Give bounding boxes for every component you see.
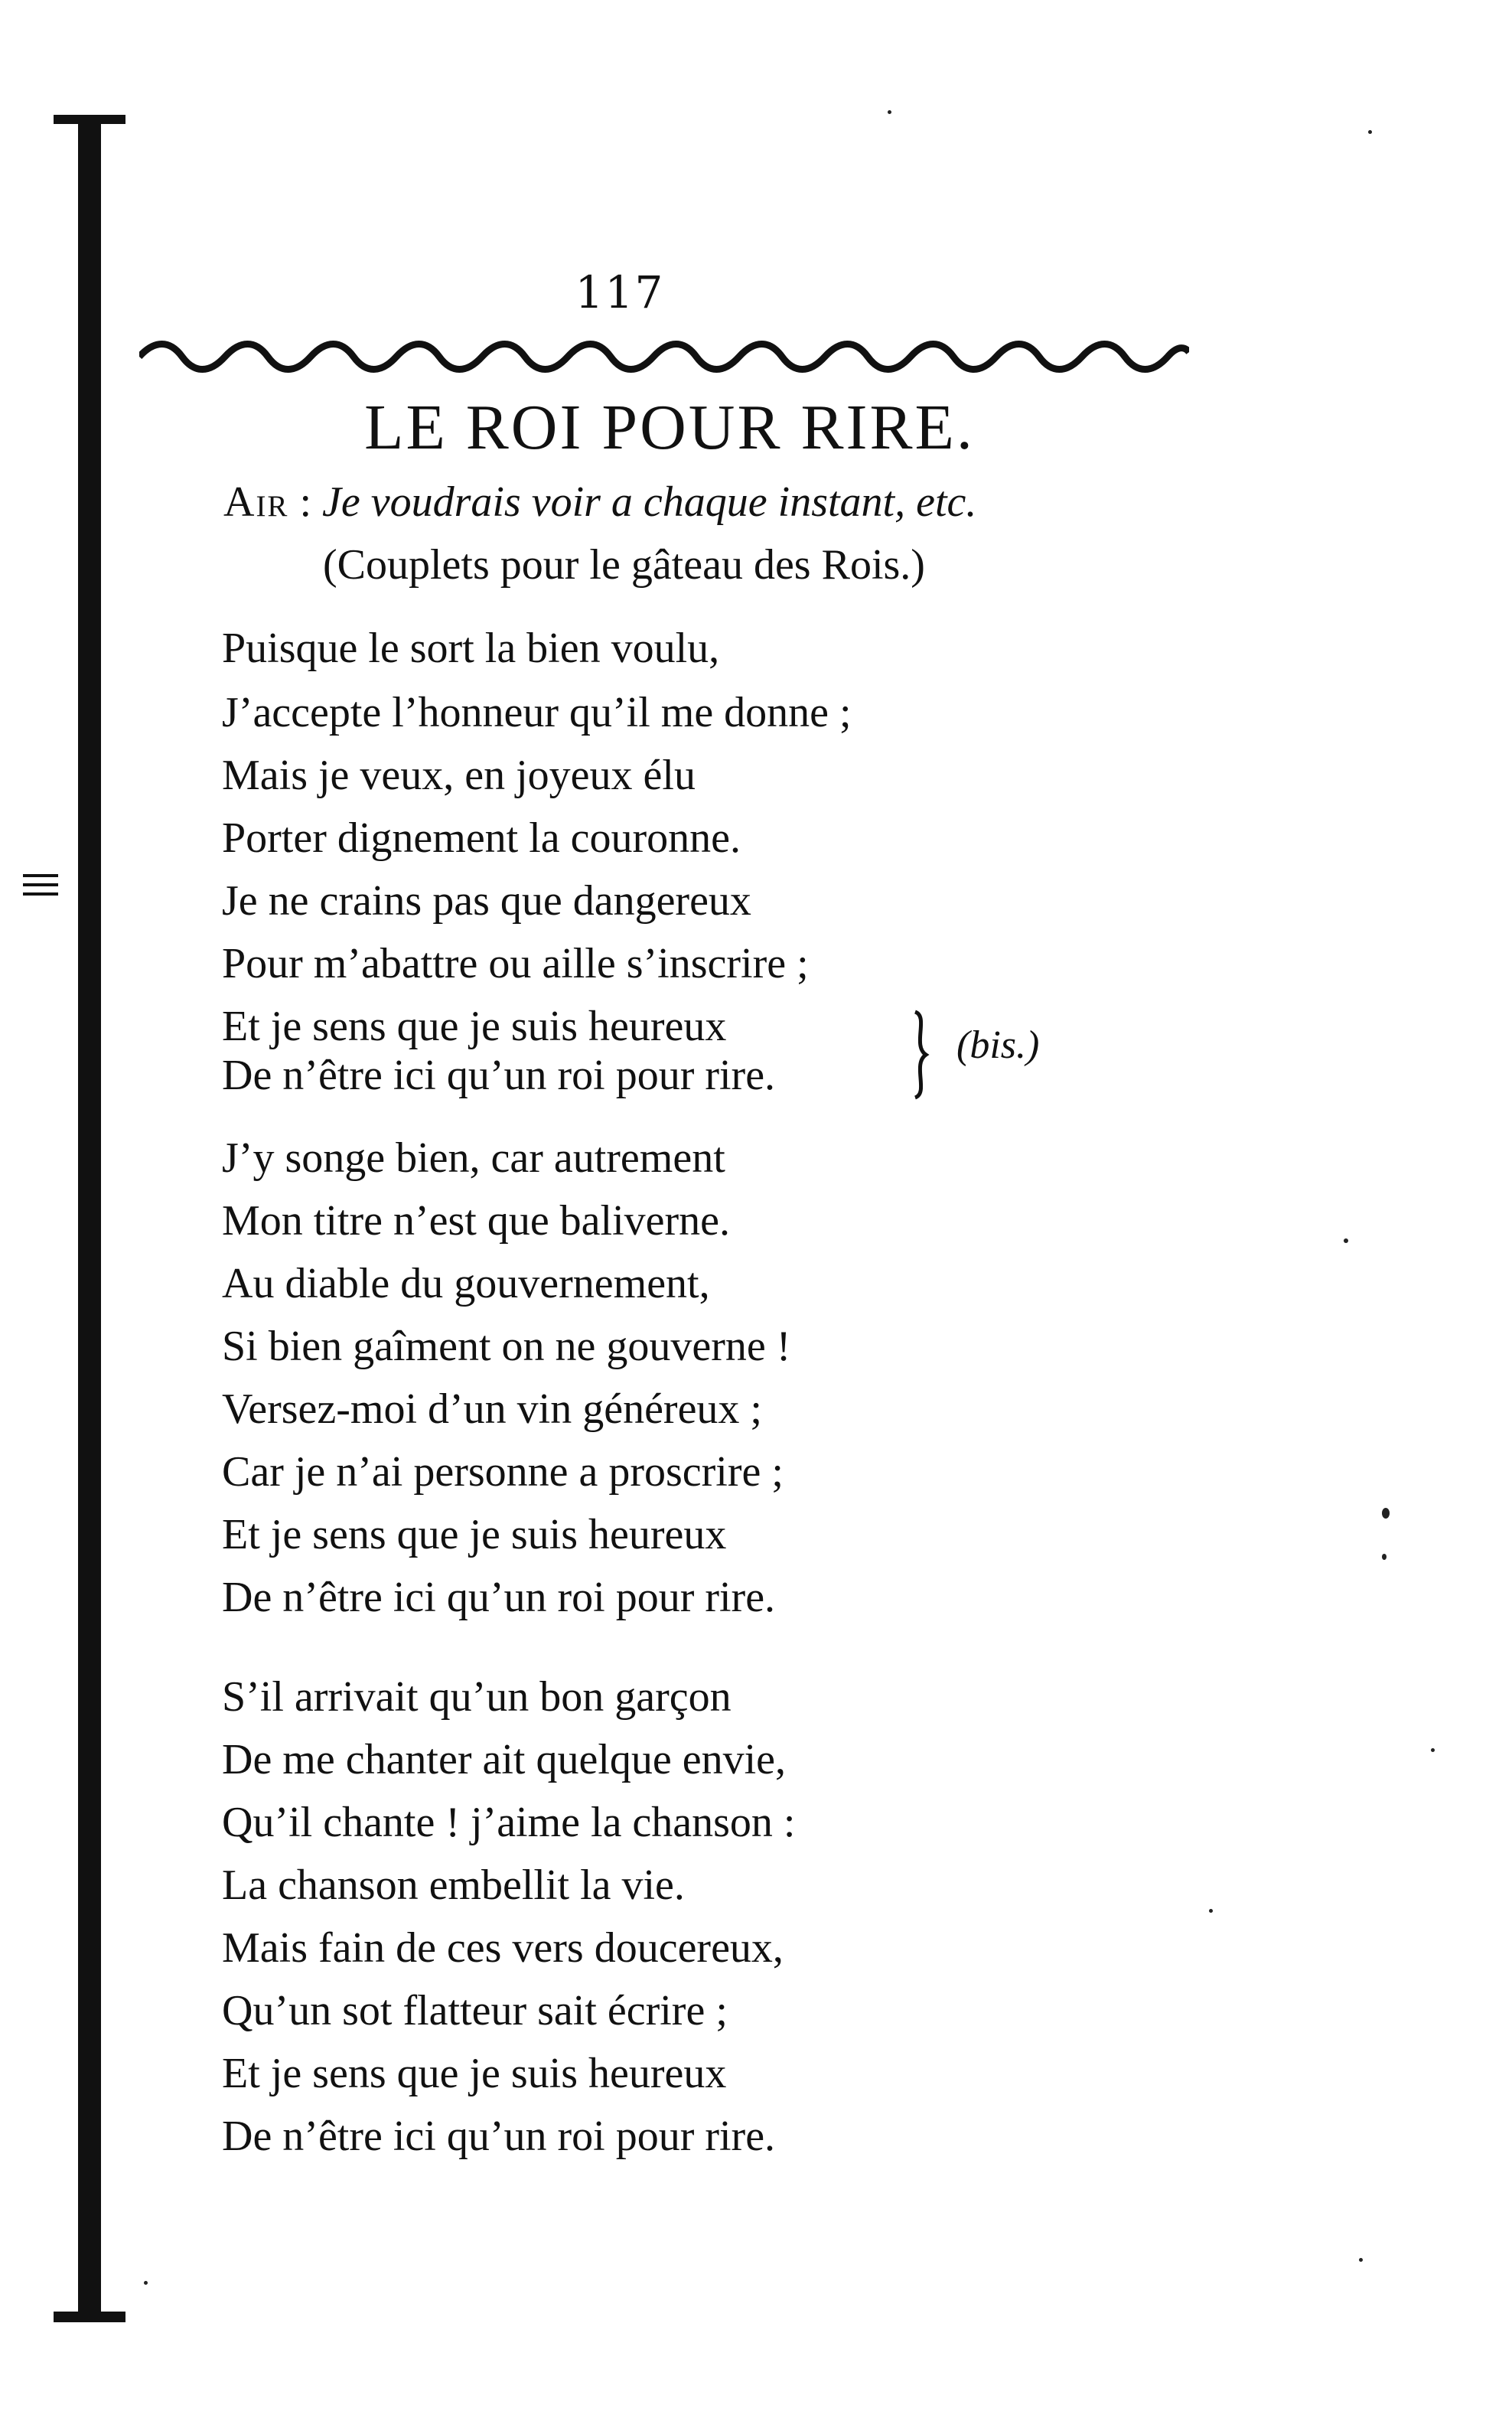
scan-speck <box>1368 130 1372 134</box>
page-number: 117 <box>575 266 665 318</box>
scan-speck <box>888 110 891 114</box>
verse-line: De n’être ici qu’un roi pour rire. <box>222 2113 776 2160</box>
verse-line: Car je n’ai personne a proscrire ; <box>222 1448 784 1496</box>
verse-line: Pour m’abattre ou aille s’inscrire ; <box>222 940 809 987</box>
margin-bar-bottom-cap <box>54 2312 125 2322</box>
verse-line: Je ne crains pas que dangereux <box>222 877 751 925</box>
scan-speck <box>1209 1909 1213 1913</box>
song-subtitle: (Couplets pour le gâteau des Rois.) <box>323 541 925 589</box>
air-separator: : <box>288 478 323 526</box>
scan-speck <box>1359 2258 1363 2262</box>
margin-bar <box>78 122 101 2319</box>
verse-line: De n’être ici qu’un roi pour rire. <box>222 1052 776 1099</box>
air-line <box>223 478 1218 527</box>
verse-line: De me chanter ait quelque envie, <box>222 1736 786 1783</box>
decorative-ornament-rule <box>139 335 1189 378</box>
verse-line: La chanson embellit la vie. <box>222 1861 685 1909</box>
verse-line: Puisque le sort la bien voulu, <box>222 625 720 672</box>
song-title: LE ROI POUR RIRE. <box>364 392 975 463</box>
air-label: Air <box>223 478 289 526</box>
verse-line: S’il arrivait qu’un bon garçon <box>222 1673 732 1721</box>
verse-line: Et je sens que je suis heureux <box>222 1003 727 1050</box>
margin-mark <box>23 874 58 903</box>
scan-speck <box>144 2281 148 2285</box>
verse-line: Versez-moi d’un vin généreux ; <box>222 1385 762 1433</box>
repeat-mark: (bis.) <box>956 1023 1040 1067</box>
scan-speck <box>1382 1508 1390 1519</box>
verse-line: Au diable du gouvernement, <box>222 1260 710 1307</box>
verse-line: Mais je veux, en joyeux élu <box>222 752 696 799</box>
air-tune: Je voudrais voir a chaque instant, etc. <box>322 478 977 526</box>
verse-line: De n’être ici qu’un roi pour rire. <box>222 1574 776 1621</box>
scan-speck <box>1431 1748 1435 1752</box>
verse-line: Si bien gaîment on ne gouverne ! <box>222 1323 791 1370</box>
verse-line: J’y songe bien, car autrement <box>222 1134 725 1182</box>
verse-line: Mon titre n’est que baliverne. <box>222 1197 731 1245</box>
scan-speck <box>1344 1238 1348 1243</box>
verse-line: Qu’il chante ! j’aime la chanson : <box>222 1799 796 1846</box>
verse-line: J’accepte l’honneur qu’il me donne ; <box>222 689 852 736</box>
scan-speck <box>1382 1554 1387 1560</box>
verse-line: Porter dignement la couronne. <box>222 814 741 862</box>
verse-line: Qu’un sot flatteur sait écrire ; <box>222 1987 728 2034</box>
verse-line: Mais fain de ces vers doucereux, <box>222 1924 784 1972</box>
repeat-brace <box>909 1009 935 1101</box>
verse-line: Et je sens que je suis heureux <box>222 2050 727 2097</box>
verse-line: Et je sens que je suis heureux <box>222 1511 727 1558</box>
